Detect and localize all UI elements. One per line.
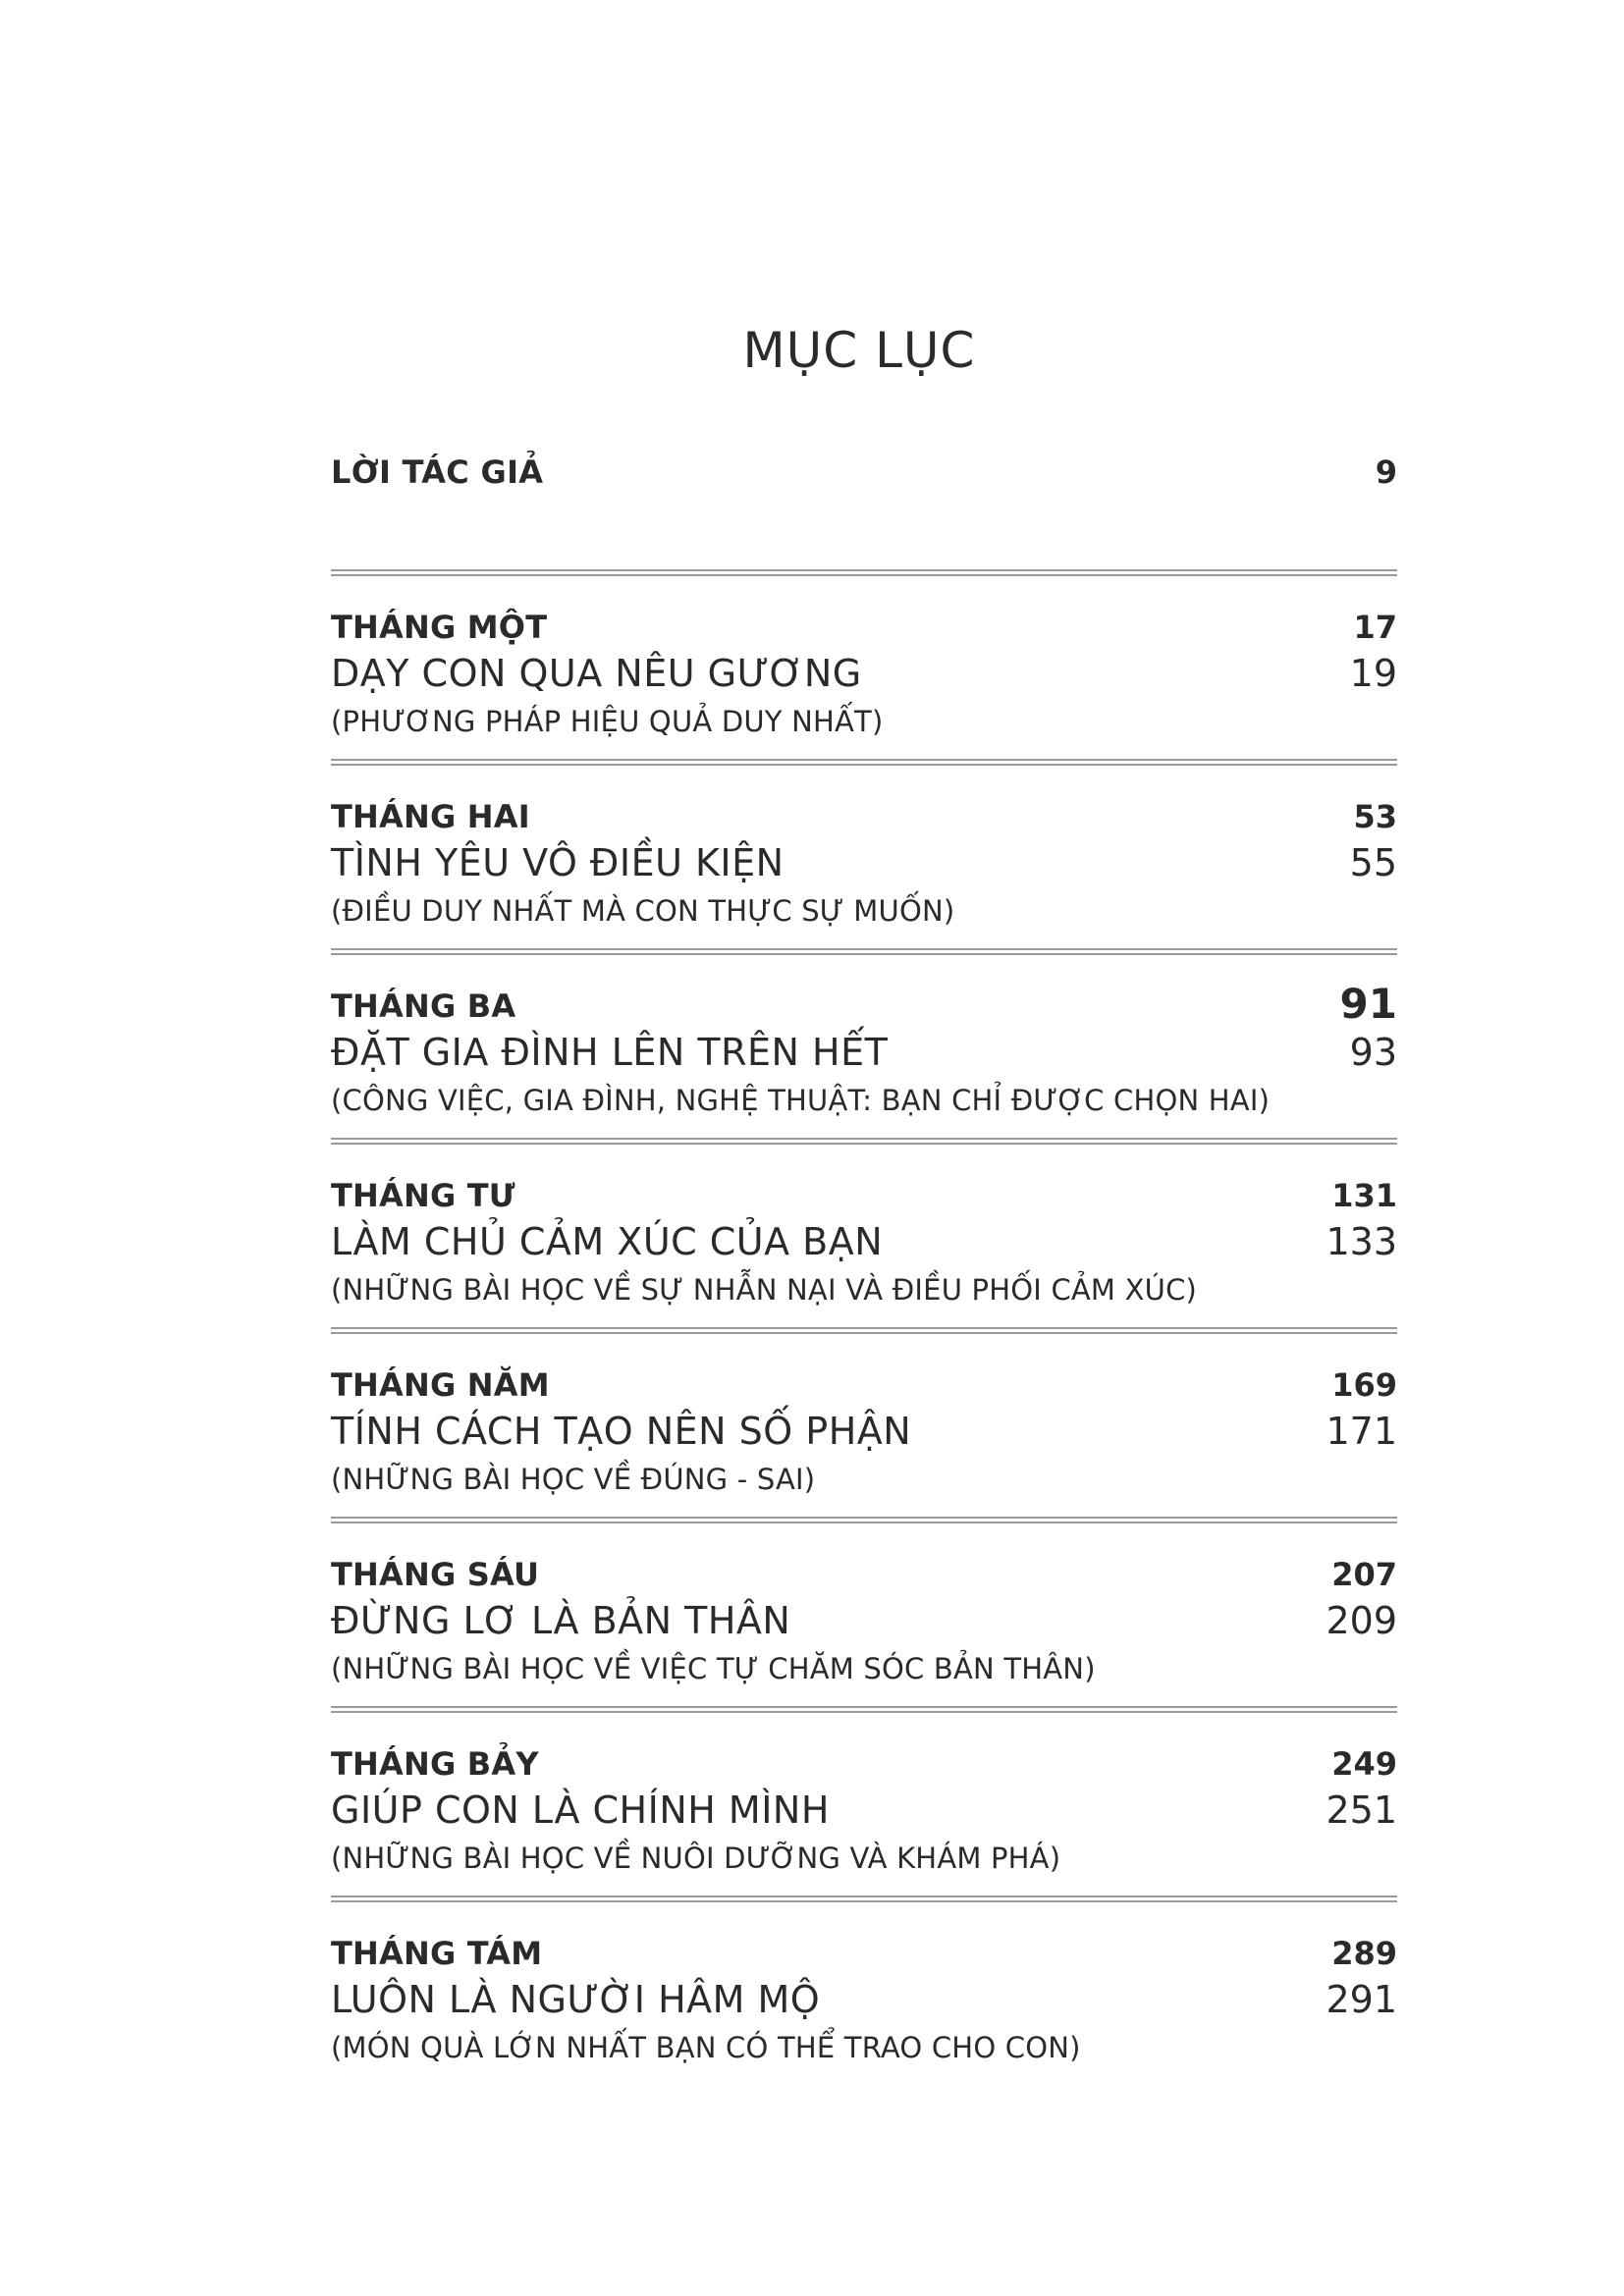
chapter-subtitle: (ĐIỀU DUY NHẤT MÀ CON THỰC SỰ MUỐN) [331,894,955,928]
chapter-title: TÌNH YÊU VÔ ĐIỀU KIỆN [331,841,785,884]
chapter-subtitle: (PHƯƠNG PHÁP HIỆU QUẢ DUY NHẤT) [331,705,884,738]
chapter-title: LUÔN LÀ NGƯỜI HÂM MỘ [331,1978,821,2021]
chapter-subtitle: (NHỮNG BÀI HỌC VỀ VIỆC TỰ CHĂM SÓC BẢN THÂN) [331,1652,1096,1685]
toc-section[interactable] [331,1327,1397,1517]
section-divider [331,1517,1397,1522]
chapter-page-number: 55 [1349,841,1397,884]
chapter-page-number: 19 [1349,652,1397,695]
month-label: THÁNG NĂM [331,1366,550,1404]
chapter-subtitle: (NHỮNG BÀI HỌC VỀ ĐÚNG - SAI) [331,1463,816,1496]
section-divider [331,759,1397,765]
toc-section[interactable] [331,1896,1397,2085]
month-label: THÁNG BẢY [331,1745,539,1783]
month-page-number: 169 [1331,1366,1397,1404]
toc-entry-preface[interactable] [331,454,1397,503]
section-divider [331,1327,1397,1333]
chapter-page-number: 171 [1326,1410,1397,1453]
chapter-page-number: 291 [1326,1978,1397,2021]
chapter-page-number: 133 [1326,1220,1397,1263]
month-page-number: 91 [1339,980,1397,1028]
month-page-number: 17 [1353,609,1397,646]
section-divider [331,1138,1397,1144]
chapter-title: TÍNH CÁCH TẠO NÊN SỐ PHẬN [331,1410,912,1453]
section-divider [331,1896,1397,1901]
preface-label: LỜI TÁC GIẢ [331,454,544,491]
page-title: MỤC LỤC [742,322,976,379]
month-page-number: 249 [1331,1745,1397,1783]
chapter-subtitle: (NHỮNG BÀI HỌC VỀ SỰ NHẪN NẠI VÀ ĐIỀU PHỐI CẢM XÚC) [331,1273,1198,1307]
chapter-page-number: 93 [1349,1031,1397,1074]
chapter-title: DẠY CON QUA NÊU GƯƠNG [331,652,862,695]
month-label: THÁNG MỘT [331,609,548,646]
toc-section[interactable] [331,948,1397,1138]
month-label: THÁNG TƯ [331,1177,515,1214]
chapter-page-number: 209 [1326,1599,1397,1642]
month-label: THÁNG TÁM [331,1935,543,1972]
chapter-subtitle: (CÔNG VIỆC, GIA ĐÌNH, NGHỆ THUẬT: BẠN CHỈ ĐƯỢC CHỌN HAI) [331,1084,1271,1117]
month-label: THÁNG SÁU [331,1556,540,1593]
month-page-number: 131 [1331,1177,1397,1214]
toc-section[interactable] [331,569,1397,759]
month-label: THÁNG BA [331,988,516,1025]
chapter-subtitle: (MÓN QUÀ LỚN NHẤT BẠN CÓ THỂ TRAO CHO CON) [331,2031,1081,2064]
toc-section[interactable] [331,759,1397,948]
preface-page-number: 9 [1375,454,1397,491]
chapter-title: ĐỪNG LƠ LÀ BẢN THÂN [331,1599,791,1642]
toc-section[interactable] [331,1138,1397,1327]
month-page-number: 53 [1353,798,1397,835]
chapter-title: GIÚP CON LÀ CHÍNH MÌNH [331,1789,830,1832]
chapter-subtitle: (NHỮNG BÀI HỌC VỀ NUÔI DƯỠNG VÀ KHÁM PHÁ) [331,1842,1061,1875]
chapter-page-number: 251 [1326,1789,1397,1832]
chapter-title: LÀM CHỦ CẢM XÚC CỦA BẠN [331,1220,884,1263]
chapter-title: ĐẶT GIA ĐÌNH LÊN TRÊN HẾT [331,1031,889,1074]
month-label: THÁNG HAI [331,798,530,835]
section-divider [331,1706,1397,1712]
toc-section[interactable] [331,1706,1397,1896]
section-divider [331,569,1397,575]
month-page-number: 207 [1331,1556,1397,1593]
toc-section[interactable] [331,1517,1397,1706]
section-divider [331,948,1397,954]
month-page-number: 289 [1331,1935,1397,1972]
